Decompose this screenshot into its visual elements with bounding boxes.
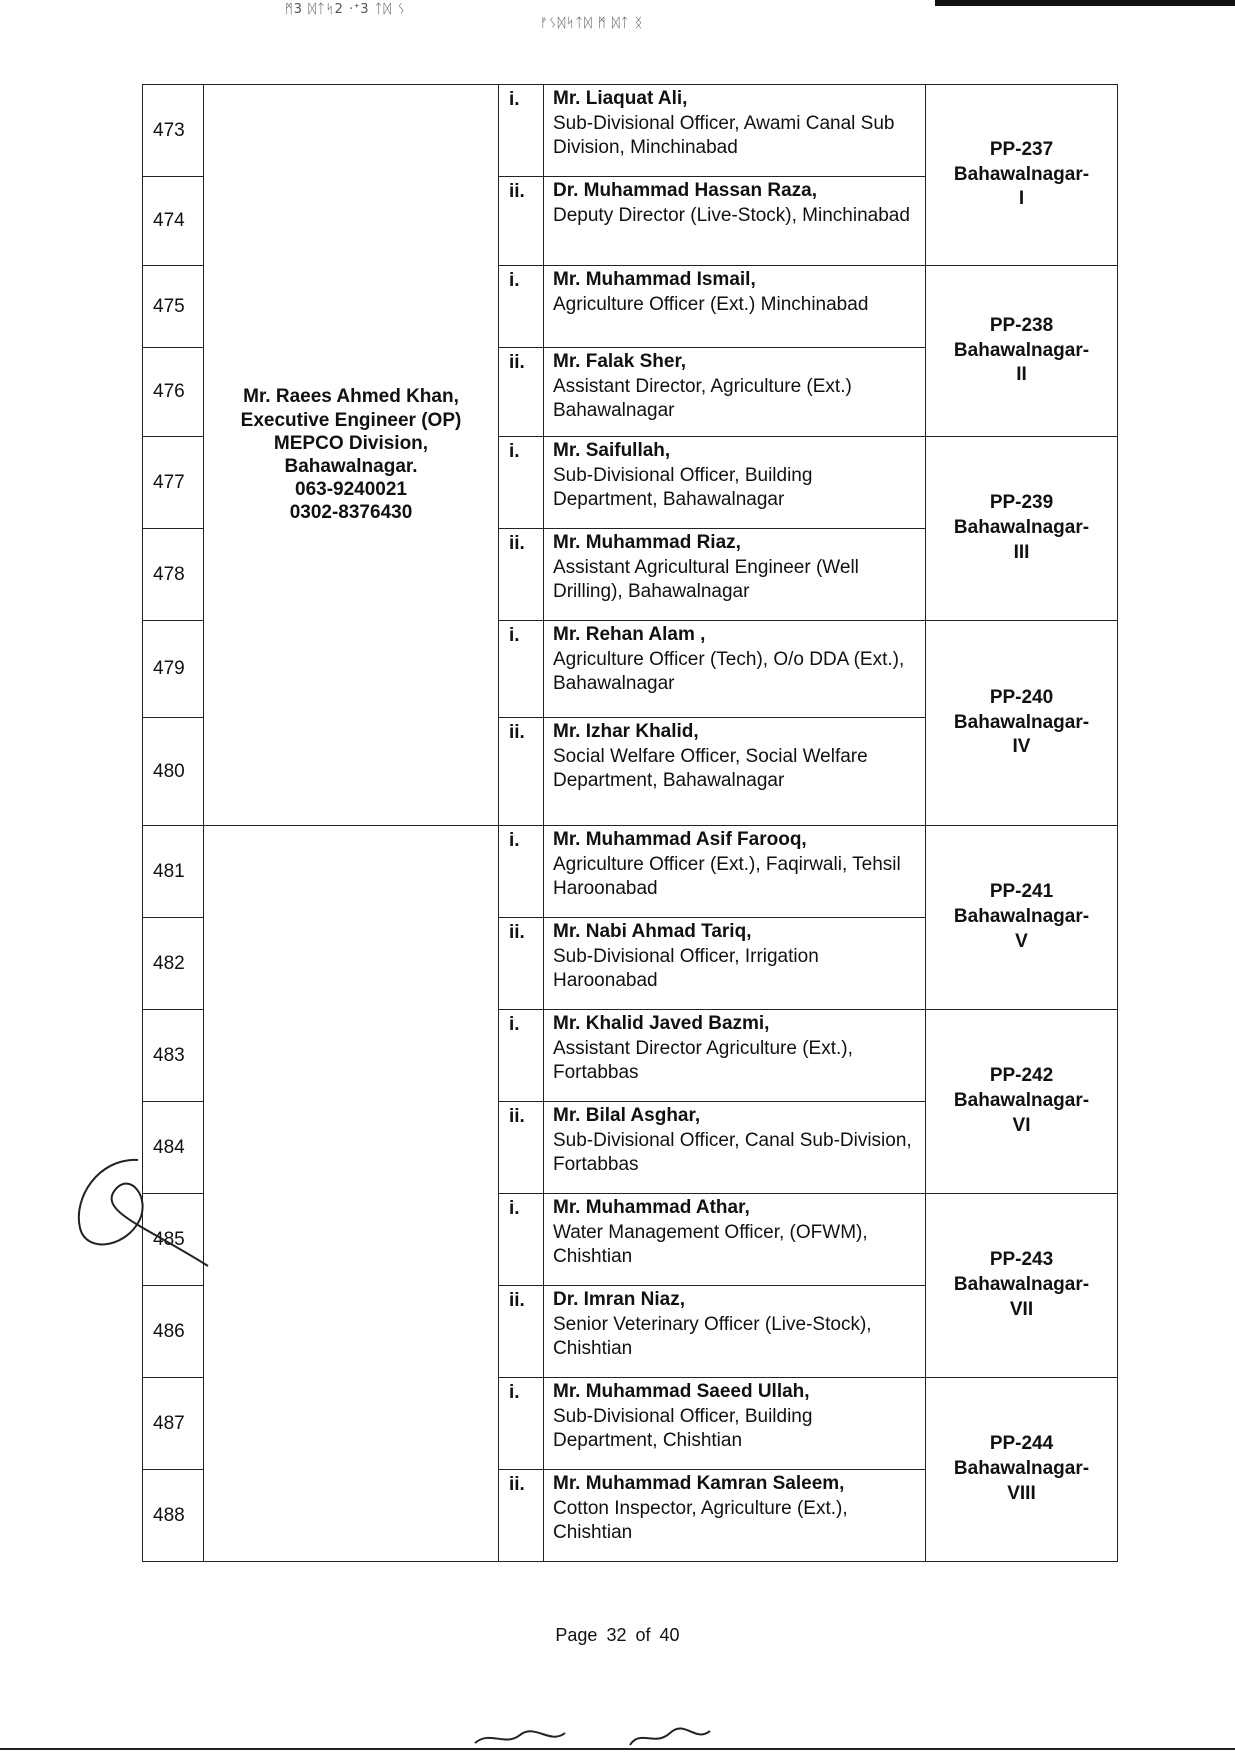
officer-name: Mr. Rehan Alam , <box>553 624 706 645</box>
serial-number: 483 <box>143 1010 204 1102</box>
constituency-cell <box>926 1378 1118 1562</box>
officer-designation: Senior Veterinary Officer (Live-Stock), Chishtian <box>553 1313 872 1360</box>
officer-designation: Sub-Divisional Officer, Building Department, Chishtian <box>553 1405 813 1452</box>
page-total: 40 <box>659 1625 680 1645</box>
officer-index: i. <box>499 826 544 918</box>
presiding-officer-mobile: 0302-8376430 <box>289 502 413 524</box>
officer-index: ii. <box>499 529 544 621</box>
constituency-district: Bahawalnagar- <box>953 1090 1090 1112</box>
presiding-officer-city: Bahawalnagar. <box>284 456 418 477</box>
officer-name: Mr. Muhammad Athar, <box>553 1197 750 1218</box>
serial-number: 476 <box>143 348 204 437</box>
officer-name: Mr. Izhar Khalid, <box>553 721 699 742</box>
constituency-district: Bahawalnagar- <box>953 906 1090 928</box>
officer-name: Mr. Nabi Ahmad Tariq, <box>553 921 752 942</box>
officer-designation: Sub-Divisional Officer, Awami Canal Sub Division, Minchinabad <box>553 112 895 159</box>
officer-cell <box>544 437 926 529</box>
officer-index: i. <box>499 85 544 177</box>
officer-designation: Agriculture Officer (Ext.) Minchinabad <box>553 293 869 315</box>
constituency-cell <box>926 826 1118 1010</box>
officer-cell <box>544 177 926 266</box>
officer-cell <box>544 1010 926 1102</box>
constituency-district: Bahawalnagar- <box>953 711 1090 733</box>
officer-name: Mr. Muhammad Ismail, <box>553 269 756 290</box>
constituency-code: PP-240 <box>989 686 1054 708</box>
officer-index: ii. <box>499 1286 544 1378</box>
page-of-label: of <box>635 1625 651 1645</box>
presiding-officer-cell-empty <box>204 826 499 1562</box>
officer-index: i. <box>499 621 544 718</box>
officer-name: Mr. Liaquat Ali, <box>553 88 688 109</box>
officer-name: Dr. Imran Niaz, <box>553 1289 685 1310</box>
officer-designation: Deputy Director (Live-Stock), Minchinabad <box>553 204 910 226</box>
serial-number: 480 <box>143 718 204 826</box>
officer-index: ii. <box>499 1470 544 1562</box>
constituency-cell <box>926 85 1118 266</box>
officer-name: Mr. Bilal Asghar, <box>553 1105 701 1126</box>
serial-number: 484 <box>143 1102 204 1194</box>
officer-name: Mr. Khalid Javed Bazmi, <box>553 1013 770 1034</box>
officer-cell <box>544 266 926 348</box>
officer-index: ii. <box>499 348 544 437</box>
officer-cell <box>544 1194 926 1286</box>
serial-number: 486 <box>143 1286 204 1378</box>
constituency-code: PP-242 <box>989 1065 1054 1087</box>
serial-number: 481 <box>143 826 204 918</box>
constituency-cell <box>926 1010 1118 1194</box>
serial-number: 477 <box>143 437 204 529</box>
officer-cell <box>544 718 926 826</box>
constituency-roman: II <box>1016 364 1027 386</box>
bottom-edge-line <box>0 1748 1235 1750</box>
serial-number: 485 <box>143 1194 204 1286</box>
officer-designation: Assistant Agricultural Engineer (Well Drilling), Bahawalnagar <box>553 556 859 603</box>
officer-designation: Social Welfare Officer, Social Welfare Department, Bahawalnagar <box>553 745 868 792</box>
serial-number: 479 <box>143 621 204 718</box>
serial-number: 474 <box>143 177 204 266</box>
constituency-roman: I <box>1018 188 1025 210</box>
officer-name: Mr. Saifullah, <box>553 440 671 461</box>
officer-designation: Agriculture Officer (Tech), O/o DDA (Ext.), Bahawalnagar <box>553 648 905 695</box>
constituency-roman: VII <box>1009 1298 1034 1320</box>
bottom-signature-scribble <box>470 1725 790 1749</box>
constituency-district: Bahawalnagar- <box>953 339 1090 361</box>
officer-designation: Sub-Divisional Officer, Irrigation Haroonabad <box>553 945 819 992</box>
header-scribble-left: ᛗ3 ᛞᛏᛋ2 ·ᐩ3 ᛏᛞ ᛊ <box>285 2 407 17</box>
constituency-code: PP-241 <box>989 881 1054 903</box>
constituency-cell <box>926 621 1118 826</box>
table-row <box>143 826 1118 918</box>
serial-number: 478 <box>143 529 204 621</box>
officer-name: Mr. Muhammad Riaz, <box>553 532 741 553</box>
top-edge-mark <box>935 0 1235 6</box>
officer-index: ii. <box>499 177 544 266</box>
serial-number: 475 <box>143 266 204 348</box>
officer-designation: Cotton Inspector, Agriculture (Ext.), Chishtian <box>553 1497 848 1544</box>
constituency-cell <box>926 1194 1118 1378</box>
officer-index: i. <box>499 1194 544 1286</box>
serial-number: 488 <box>143 1470 204 1562</box>
page-footer <box>0 1625 1235 1646</box>
officer-index: ii. <box>499 718 544 826</box>
officer-cell <box>544 1286 926 1378</box>
page-label: Page <box>555 1625 598 1645</box>
constituency-cell <box>926 266 1118 437</box>
serial-number: 473 <box>143 85 204 177</box>
officer-cell <box>544 85 926 177</box>
presiding-officer-division: MEPCO Division, <box>273 432 429 454</box>
officer-name: Mr. Muhammad Saeed Ullah, <box>553 1381 810 1402</box>
officer-cell <box>544 529 926 621</box>
officer-designation: Assistant Director Agriculture (Ext.), Fortabbas <box>553 1037 853 1084</box>
officer-cell <box>544 1102 926 1194</box>
constituency-code: PP-244 <box>989 1433 1054 1455</box>
constituency-roman: V <box>1015 930 1028 952</box>
officer-name: Mr. Falak Sher, <box>553 351 687 372</box>
officer-index: i. <box>499 437 544 529</box>
officer-cell <box>544 826 926 918</box>
presiding-officer-title: Executive Engineer (OP) <box>240 409 462 431</box>
officer-cell <box>544 1470 926 1562</box>
officer-designation: Water Management Officer, (OFWM), Chishtian <box>553 1221 868 1268</box>
officer-index: i. <box>499 1010 544 1102</box>
officer-designation: Assistant Director, Agriculture (Ext.) Bahawalnagar <box>553 375 852 422</box>
constituency-district: Bahawalnagar- <box>953 1274 1090 1296</box>
constituency-roman: III <box>1013 541 1030 563</box>
officers-table <box>142 84 1118 1562</box>
officer-designation: Sub-Divisional Officer, Canal Sub-Division, Fortabbas <box>553 1129 912 1176</box>
constituency-roman: VI <box>1012 1114 1031 1136</box>
officer-name: Dr. Muhammad Hassan Raza, <box>553 180 817 201</box>
constituency-code: PP-239 <box>989 492 1054 514</box>
officer-cell <box>544 348 926 437</box>
officer-index: i. <box>499 1378 544 1470</box>
officer-cell <box>544 918 926 1010</box>
constituency-district: Bahawalnagar- <box>953 163 1090 185</box>
constituency-cell <box>926 437 1118 621</box>
constituency-district: Bahawalnagar- <box>953 517 1090 539</box>
officer-name: Mr. Muhammad Kamran Saleem, <box>553 1473 845 1494</box>
serial-number: 482 <box>143 918 204 1010</box>
presiding-officer-phone: 063-9240021 <box>295 479 407 501</box>
constituency-code: PP-243 <box>989 1249 1054 1271</box>
officer-index: ii. <box>499 918 544 1010</box>
constituency-roman: IV <box>1012 736 1031 758</box>
presiding-officer-cell <box>204 85 499 826</box>
officer-designation: Sub-Divisional Officer, Building Department, Bahawalnagar <box>553 464 813 511</box>
officer-name: Mr. Muhammad Asif Farooq, <box>553 829 807 850</box>
constituency-code: PP-237 <box>989 138 1054 160</box>
officer-cell <box>544 1378 926 1470</box>
serial-number: 487 <box>143 1378 204 1470</box>
page-number: 32 <box>606 1625 627 1645</box>
constituency-code: PP-238 <box>989 314 1054 336</box>
header-scribble-center: ᚠᛊᛞᛋᛏᛞ ᛗ ᛞᛏ ᛝ <box>540 16 644 31</box>
officer-cell <box>544 621 926 718</box>
presiding-officer-name: Mr. Raees Ahmed Khan, <box>243 386 459 408</box>
handwritten-initial-signature <box>68 1148 218 1268</box>
officer-index: ii. <box>499 1102 544 1194</box>
table-row <box>143 85 1118 177</box>
constituency-roman: VIII <box>1007 1482 1036 1504</box>
officer-index: i. <box>499 266 544 348</box>
officer-designation: Agriculture Officer (Ext.), Faqirwali, Tehsil Haroonabad <box>553 853 901 900</box>
constituency-district: Bahawalnagar- <box>953 1458 1090 1480</box>
